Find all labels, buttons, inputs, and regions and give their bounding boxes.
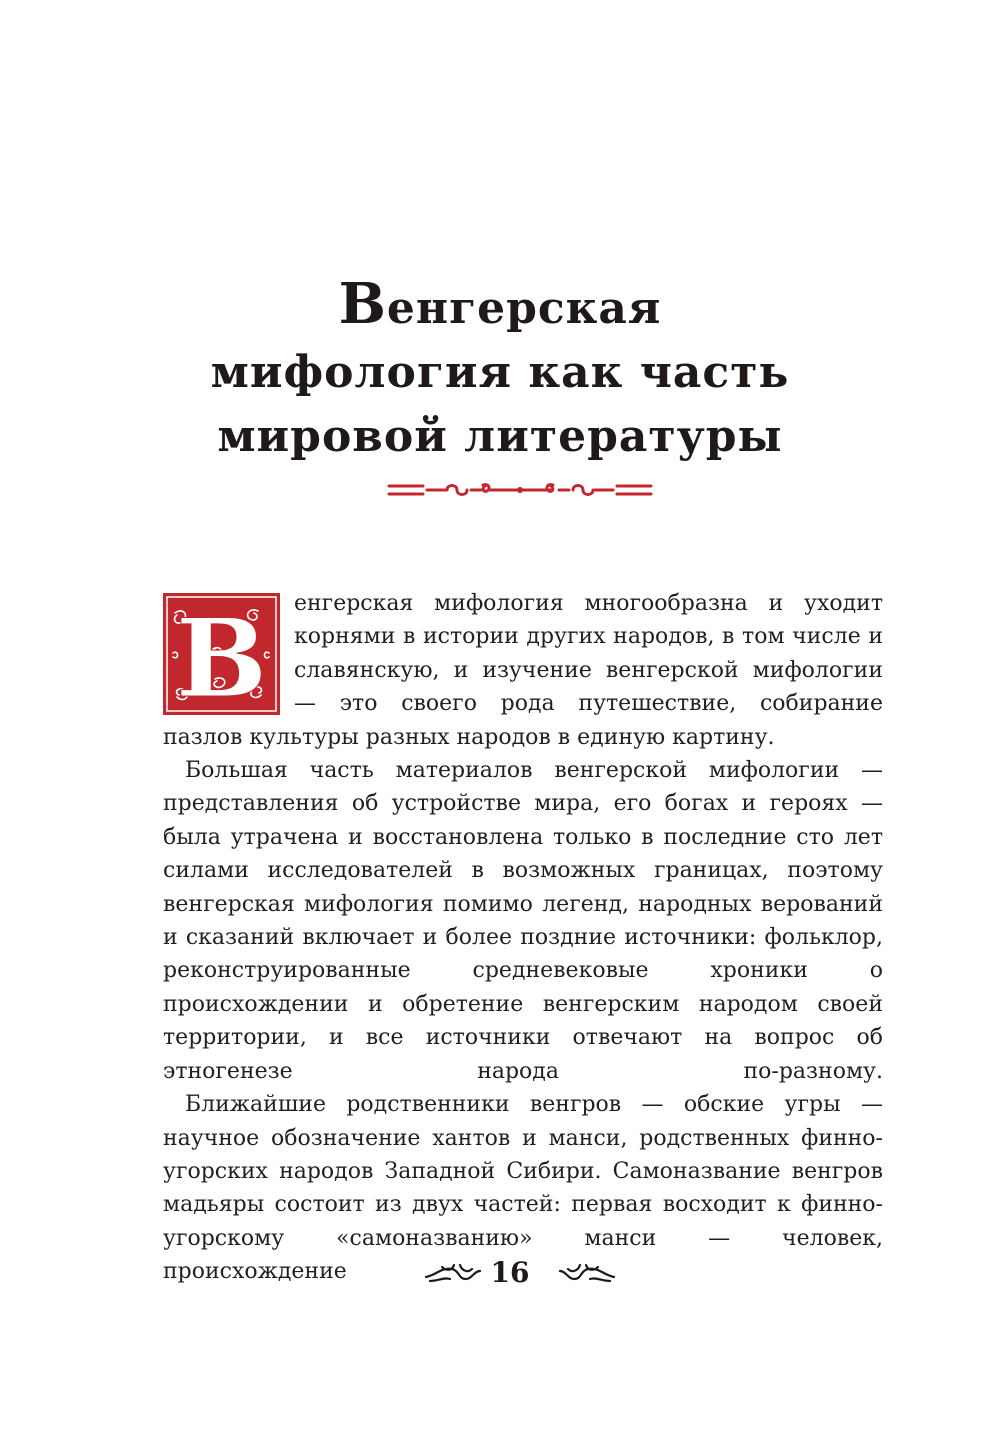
paragraph-2	[163, 754, 883, 1088]
illuminated-dropcap-b-icon	[163, 593, 280, 715]
text-line: енгерская мифология многообразна и уходит	[294, 591, 883, 616]
text-line: силами исследователей в возможных границах, поэтому	[163, 858, 883, 884]
text-line: представления об устройстве мира, его богах и героях —	[163, 791, 883, 817]
chapter-title-initial: В	[338, 271, 387, 337]
text-line: реконструированные средневековые хроники о происхождении	[163, 958, 883, 1017]
text-line: мадьяры состоит из двух частей: первая восходит к финно-	[163, 1192, 883, 1218]
chapter-title-line-1: Венгерская	[338, 271, 662, 337]
text-line: угорских народов Западной Сибири. Самоназвание венгров	[163, 1158, 883, 1184]
body-text	[163, 587, 883, 1289]
text-line: Большая часть материалов венгерской мифологии —	[185, 758, 883, 784]
text-line: это своего рода путешествие, собирание пазлов	[163, 691, 883, 750]
text-line: научное обозначение хантов и манси, родственных финно-	[163, 1125, 883, 1151]
title-divider-ornament-icon	[385, 477, 655, 503]
chapter-title-line-2: мифология как часть	[210, 347, 790, 398]
text-line: Ближайшие родственники венгров — обские угры —	[185, 1092, 883, 1118]
text-line: культуры разных народов в единую картину.	[249, 724, 775, 750]
page-number: 16	[490, 1256, 530, 1289]
text-line: угорскому «самоназванию» манси — человек, происхождение	[163, 1225, 883, 1285]
text-line: и сказаний включает и более поздние источники: фольклор,	[163, 925, 883, 951]
text-line: и обретение венгерским народом своей территории, и все	[163, 991, 883, 1051]
text-line: и славянскую, и изучение венгерской мифологии —	[294, 624, 883, 717]
text-line: источники отвечают на вопрос об этногенезе народа по-разному.	[163, 1025, 883, 1084]
text-line: была утрачена и восстановлена только в последние сто лет	[163, 824, 883, 850]
text-line: венгерская мифология помимо легенд, народных верований	[163, 891, 883, 917]
text-line: корнями в истории других народов, в том числе	[294, 624, 861, 650]
svg-text:В: В	[175, 596, 268, 715]
chapter-title-line-3: мировой литературы	[217, 411, 783, 462]
chapter-title	[100, 272, 900, 469]
